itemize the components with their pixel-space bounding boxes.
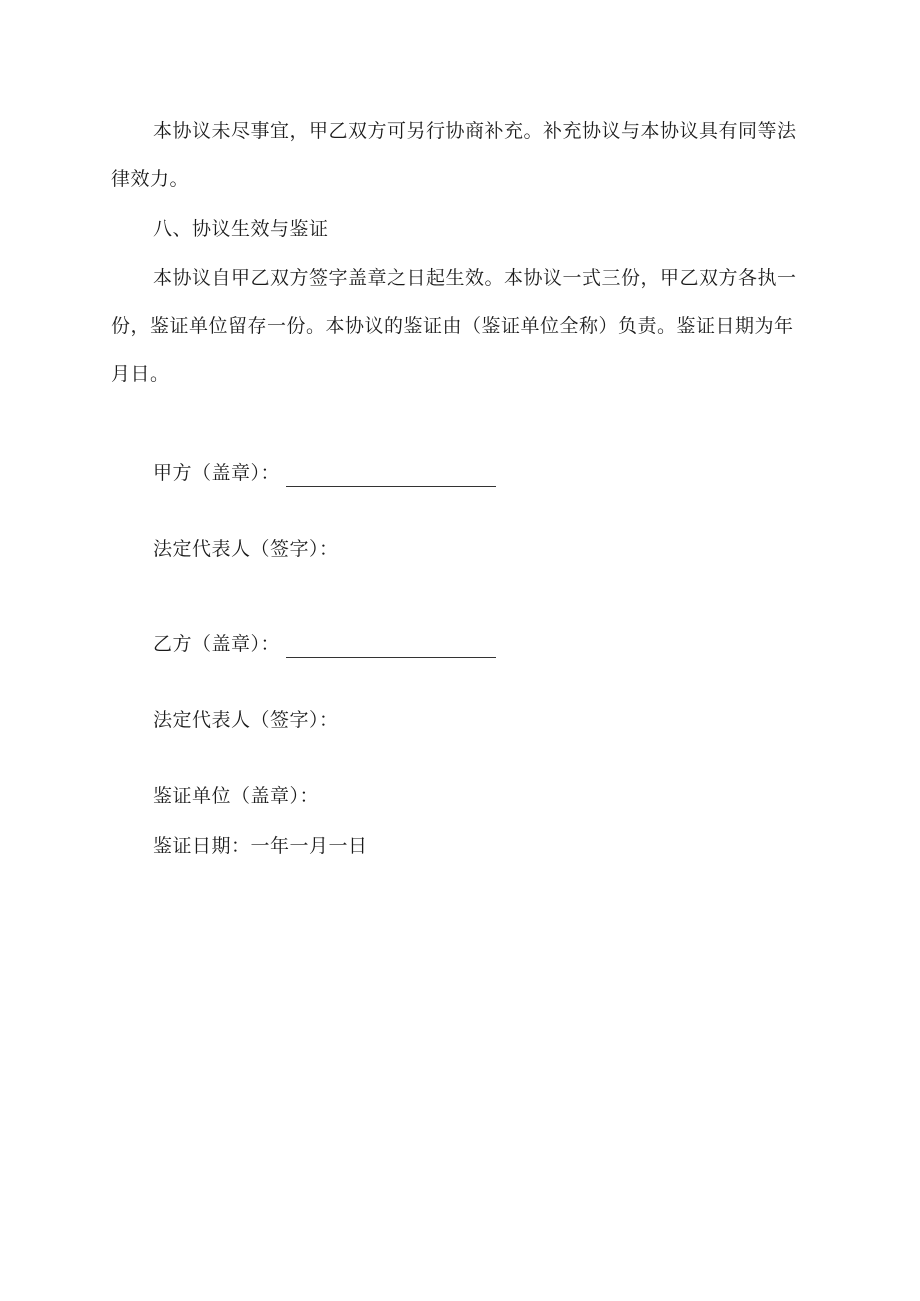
party-b-seal-blank[interactable] [286, 637, 496, 658]
verifier-seal-label: 鉴证单位（盖章）： [153, 785, 320, 807]
paragraph-effectiveness: 本协议自甲乙双方签字盖章之日起生效。本协议一式三份，甲乙双方各执一份，鉴证单位留存一份。本协议的鉴证由（鉴证单位全称）负责。鉴证日期为年月日。 [111, 267, 797, 385]
party-a-seal-blank[interactable] [286, 466, 496, 487]
verifier-seal-line [153, 782, 319, 810]
paragraph-supplementary: 本协议未尽事宜，甲乙双方可另行协商补充。补充协议与本协议具有同等法律效力。 [111, 120, 797, 190]
verify-date-label: 鉴证日期：一年一月一日 [153, 835, 368, 857]
party-b-seal-label: 乙方（盖章）： [153, 633, 281, 655]
party-a-rep-line [153, 535, 339, 563]
section-heading-8: 八、协议生效与鉴证 [153, 218, 329, 240]
party-b-rep-label: 法定代表人（签字）： [153, 709, 339, 731]
party-b-seal-line [153, 630, 496, 658]
verify-date-line [153, 832, 368, 860]
party-a-seal-label: 甲方（盖章）： [153, 462, 281, 484]
party-b-rep-line [153, 706, 339, 734]
party-a-rep-label: 法定代表人（签字）： [153, 538, 339, 560]
party-a-seal-line [153, 459, 496, 487]
